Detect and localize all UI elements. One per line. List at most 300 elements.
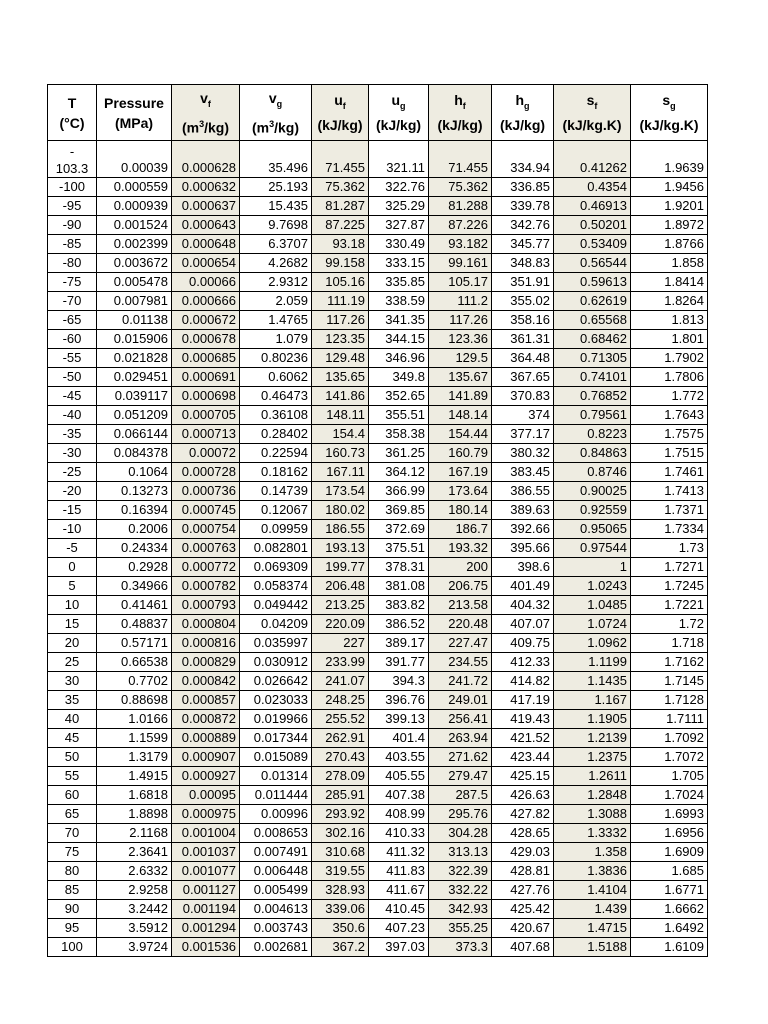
table-cell: 1.6956 (631, 824, 708, 843)
table-cell: 0.001524 (97, 216, 172, 235)
table-cell: 0.000713 (172, 425, 240, 444)
table-cell: 386.55 (492, 482, 554, 501)
table-cell: 233.99 (312, 653, 369, 672)
table-cell: 1.7271 (631, 558, 708, 577)
table-cell: 0.002399 (97, 235, 172, 254)
table-cell: 0.019966 (240, 710, 312, 729)
table-cell: 1.9201 (631, 197, 708, 216)
table-cell: 0.011444 (240, 786, 312, 805)
table-cell: 1.7145 (631, 672, 708, 691)
table-cell: 50 (48, 748, 97, 767)
table-row (48, 615, 708, 634)
table-row (48, 292, 708, 311)
table-cell: 0.000632 (172, 178, 240, 197)
column-header (97, 85, 172, 141)
table-cell: 0.039117 (97, 387, 172, 406)
column-header-unit: $(m^3/kg)$ (251, 118, 300, 136)
table-cell: 117.26 (429, 311, 492, 330)
table-cell: 45 (48, 729, 97, 748)
table-cell: 0.021828 (97, 349, 172, 368)
table-cell: 407.23 (369, 919, 429, 938)
table-row (48, 767, 708, 786)
table-cell: 0.007981 (97, 292, 172, 311)
table-cell: 2.6332 (97, 862, 172, 881)
table-body (48, 141, 708, 957)
column-header-unit: $(m^3/kg)$ (181, 118, 230, 136)
table-cell: 10 (48, 596, 97, 615)
table-cell: 199.77 (312, 558, 369, 577)
table-cell: 0.000829 (172, 653, 240, 672)
table-cell: 0.002681 (240, 938, 312, 957)
table-cell: 20 (48, 634, 97, 653)
table-cell: 35.496 (240, 141, 312, 178)
table-cell: 0.015089 (240, 748, 312, 767)
column-header-symbol: $v_g$ (268, 89, 283, 109)
table-cell: 355.25 (429, 919, 492, 938)
table-cell: 0.000816 (172, 634, 240, 653)
table-cell: 348.83 (492, 254, 554, 273)
table-cell: 0.001004 (172, 824, 240, 843)
table-cell: 351.91 (492, 273, 554, 292)
table-cell: 0.001294 (172, 919, 240, 938)
table-cell: 1.9639 (631, 141, 708, 178)
table-cell: 423.44 (492, 748, 554, 767)
table-cell: 341.35 (369, 311, 429, 330)
table-cell: 350.6 (312, 919, 369, 938)
table-cell: 1.079 (240, 330, 312, 349)
table-cell: 173.54 (312, 482, 369, 501)
table-cell: 0.95065 (554, 520, 631, 539)
table-cell: -10 (48, 520, 97, 539)
table-cell: 0.01138 (97, 311, 172, 330)
table-cell: 427.82 (492, 805, 554, 824)
table-cell: 0.000672 (172, 311, 240, 330)
column-header-symbol: $u_g$ (391, 91, 406, 111)
table-cell: 0.65568 (554, 311, 631, 330)
table-cell: 370.83 (492, 387, 554, 406)
table-cell: 0.13273 (97, 482, 172, 501)
column-header (429, 85, 492, 141)
table-cell: 256.41 (429, 710, 492, 729)
table-cell: 304.28 (429, 824, 492, 843)
table-cell: 213.58 (429, 596, 492, 615)
table-cell: 322.76 (369, 178, 429, 197)
table-cell: 0.18162 (240, 463, 312, 482)
table-cell: 419.43 (492, 710, 554, 729)
table-cell: 4.2682 (240, 254, 312, 273)
table-cell: 0.48837 (97, 615, 172, 634)
table-row (48, 368, 708, 387)
table-cell: 375.51 (369, 539, 429, 558)
table-cell: 0.001037 (172, 843, 240, 862)
column-header-symbol: $v_f$ (200, 89, 211, 109)
table-cell: 1.4915 (97, 767, 172, 786)
table-cell: 0.003672 (97, 254, 172, 273)
table-row (48, 862, 708, 881)
table-cell: 361.25 (369, 444, 429, 463)
table-cell: 0.01314 (240, 767, 312, 786)
table-cell: 0.001077 (172, 862, 240, 881)
table-cell: 0.90025 (554, 482, 631, 501)
table-cell: 1.4715 (554, 919, 631, 938)
table-cell: 0.000763 (172, 539, 240, 558)
table-cell: 0.28402 (240, 425, 312, 444)
table-cell: 410.45 (369, 900, 429, 919)
table-cell: 321.11 (369, 141, 429, 178)
table-row (48, 387, 708, 406)
table-cell: 1.2611 (554, 767, 631, 786)
table-cell: 407.38 (369, 786, 429, 805)
table-cell: 401.4 (369, 729, 429, 748)
table-cell: 1.358 (554, 843, 631, 862)
table-cell: 160.79 (429, 444, 492, 463)
table-cell: 0.53409 (554, 235, 631, 254)
table-cell: 1.6993 (631, 805, 708, 824)
table-cell: 0.000705 (172, 406, 240, 425)
table-cell: 1.1199 (554, 653, 631, 672)
table-cell: 193.32 (429, 539, 492, 558)
column-header (172, 85, 240, 141)
table-cell: 2.9258 (97, 881, 172, 900)
table-cell: 0.008653 (240, 824, 312, 843)
table-cell: 1.1599 (97, 729, 172, 748)
table-cell: 319.55 (312, 862, 369, 881)
table-cell: 154.44 (429, 425, 492, 444)
column-header-unit: (kJ/kg.K) (562, 117, 622, 134)
table-cell: 0.80236 (240, 349, 312, 368)
table-cell: -90 (48, 216, 97, 235)
table-row (48, 748, 708, 767)
table-cell: 241.72 (429, 672, 492, 691)
column-header (48, 85, 97, 141)
table-cell: 0.8746 (554, 463, 631, 482)
table-cell: 0.000637 (172, 197, 240, 216)
table-cell: 99.158 (312, 254, 369, 273)
table-cell: 361.31 (492, 330, 554, 349)
table-cell: 1.6662 (631, 900, 708, 919)
table-cell: - 103.3 (48, 141, 97, 178)
table-cell: 0.8223 (554, 425, 631, 444)
table-cell: -30 (48, 444, 97, 463)
table-cell: 407.68 (492, 938, 554, 957)
table-row (48, 539, 708, 558)
table-cell: 1.801 (631, 330, 708, 349)
table-row (48, 634, 708, 653)
table-cell: -100 (48, 178, 97, 197)
table-cell: 369.85 (369, 501, 429, 520)
table-cell: 227.47 (429, 634, 492, 653)
table-cell: 330.49 (369, 235, 429, 254)
table-cell: 1.0962 (554, 634, 631, 653)
table-cell: 1.8264 (631, 292, 708, 311)
table-cell: 0.006448 (240, 862, 312, 881)
table-cell: 87.225 (312, 216, 369, 235)
column-header-symbol: $s_f$ (586, 91, 598, 111)
table-cell: 1.0724 (554, 615, 631, 634)
table-cell: 0.74101 (554, 368, 631, 387)
table-cell: 263.94 (429, 729, 492, 748)
table-cell: 0.017344 (240, 729, 312, 748)
table-cell: 15.435 (240, 197, 312, 216)
table-cell: 135.67 (429, 368, 492, 387)
table-cell: 339.06 (312, 900, 369, 919)
table-cell: 123.36 (429, 330, 492, 349)
table-cell: 1.7111 (631, 710, 708, 729)
table-cell: 0.000907 (172, 748, 240, 767)
table-cell: 1.7515 (631, 444, 708, 463)
table-cell: -15 (48, 501, 97, 520)
table-cell: 425.15 (492, 767, 554, 786)
table-cell: 40 (48, 710, 97, 729)
table-cell: 167.11 (312, 463, 369, 482)
table-cell: 411.32 (369, 843, 429, 862)
table-cell: 99.161 (429, 254, 492, 273)
table-cell: 1 (554, 558, 631, 577)
table-cell: -25 (48, 463, 97, 482)
table-cell: 425.42 (492, 900, 554, 919)
table-cell: 325.29 (369, 197, 429, 216)
table-cell: 2.9312 (240, 273, 312, 292)
table-cell: 0.76852 (554, 387, 631, 406)
table-cell: 2.1168 (97, 824, 172, 843)
column-header (240, 85, 312, 141)
table-cell: 409.75 (492, 634, 554, 653)
table-cell: 213.25 (312, 596, 369, 615)
table-cell: 0.00095 (172, 786, 240, 805)
table-cell: 377.17 (492, 425, 554, 444)
table-row (48, 311, 708, 330)
table-cell: 141.89 (429, 387, 492, 406)
table-cell: 0.000889 (172, 729, 240, 748)
table-cell: -80 (48, 254, 97, 273)
column-header-unit: (kJ/kg.K) (639, 117, 699, 134)
table-row (48, 558, 708, 577)
table-cell: 1.8898 (97, 805, 172, 824)
table-cell: 0.79561 (554, 406, 631, 425)
table-cell: 383.82 (369, 596, 429, 615)
table-cell: 346.96 (369, 349, 429, 368)
table-cell: 0.000927 (172, 767, 240, 786)
table-cell: 0.84863 (554, 444, 631, 463)
table-cell: 0.50201 (554, 216, 631, 235)
column-header-symbol: $s_g$ (662, 91, 676, 111)
table-cell: 100 (48, 938, 97, 957)
table-cell: 1.6492 (631, 919, 708, 938)
table-cell: 392.66 (492, 520, 554, 539)
table-cell: 180.02 (312, 501, 369, 520)
table-cell: 355.51 (369, 406, 429, 425)
table-cell: 389.63 (492, 501, 554, 520)
table-cell: 287.5 (429, 786, 492, 805)
table-cell: 0.005478 (97, 273, 172, 292)
table-row (48, 672, 708, 691)
column-header (554, 85, 631, 141)
table-cell: 394.3 (369, 672, 429, 691)
table-cell: 0.24334 (97, 539, 172, 558)
table-cell: 1.73 (631, 539, 708, 558)
table-cell: 1.5188 (554, 938, 631, 957)
table-cell: 429.03 (492, 843, 554, 862)
table-cell: 0.001127 (172, 881, 240, 900)
table-cell: 0.000745 (172, 501, 240, 520)
table-header (48, 85, 708, 141)
table-cell: 1.1435 (554, 672, 631, 691)
table-cell: 93.182 (429, 235, 492, 254)
table-cell: 249.01 (429, 691, 492, 710)
table-cell: 327.87 (369, 216, 429, 235)
table-cell: 398.6 (492, 558, 554, 577)
table-cell: 293.92 (312, 805, 369, 824)
table-cell: 87.226 (429, 216, 492, 235)
column-header (492, 85, 554, 141)
table-cell: 328.93 (312, 881, 369, 900)
table-cell: 234.55 (429, 653, 492, 672)
table-cell: 167.19 (429, 463, 492, 482)
table-cell: 0.000728 (172, 463, 240, 482)
table-cell: 1.0243 (554, 577, 631, 596)
table-cell: 0.000643 (172, 216, 240, 235)
table-cell: 0.000666 (172, 292, 240, 311)
table-cell: 0.000648 (172, 235, 240, 254)
column-header-symbol: $u_f$ (334, 91, 346, 111)
table-cell: 310.68 (312, 843, 369, 862)
table-cell: 90 (48, 900, 97, 919)
table-cell: 3.9724 (97, 938, 172, 957)
column-header-unit: (kJ/kg) (375, 117, 422, 134)
table-row (48, 406, 708, 425)
table-cell: 105.16 (312, 273, 369, 292)
table-cell: 386.52 (369, 615, 429, 634)
table-cell: 0.000698 (172, 387, 240, 406)
table-row (48, 254, 708, 273)
table-cell: 410.33 (369, 824, 429, 843)
table-cell: 1.7245 (631, 577, 708, 596)
column-header (312, 85, 369, 141)
table-cell: 0.015906 (97, 330, 172, 349)
table-cell: 334.94 (492, 141, 554, 178)
table-cell: 367.65 (492, 368, 554, 387)
table-cell: 0.68462 (554, 330, 631, 349)
table-cell: 421.52 (492, 729, 554, 748)
table-cell: 0.46473 (240, 387, 312, 406)
table-cell: 412.33 (492, 653, 554, 672)
table-cell: 0.000559 (97, 178, 172, 197)
table-cell: 35 (48, 691, 97, 710)
table-cell: 1.7461 (631, 463, 708, 482)
table-cell: 372.69 (369, 520, 429, 539)
property-table-container (47, 84, 708, 957)
table-cell: 332.22 (429, 881, 492, 900)
table-cell: 1.439 (554, 900, 631, 919)
table-cell: 71.455 (429, 141, 492, 178)
table-cell: 1.705 (631, 767, 708, 786)
table-cell: 0.16394 (97, 501, 172, 520)
table-cell: 1.2375 (554, 748, 631, 767)
table-cell: 0.066144 (97, 425, 172, 444)
table-cell: 0.000872 (172, 710, 240, 729)
column-header-symbol: $h_g$ (515, 91, 530, 111)
table-cell: 1.8766 (631, 235, 708, 254)
table-cell: 336.85 (492, 178, 554, 197)
table-cell: 322.39 (429, 862, 492, 881)
table-cell: 420.67 (492, 919, 554, 938)
table-cell: 344.15 (369, 330, 429, 349)
table-cell: 295.76 (429, 805, 492, 824)
table-cell: 1.685 (631, 862, 708, 881)
table-cell: 1.7413 (631, 482, 708, 501)
table-cell: 396.76 (369, 691, 429, 710)
table-cell: 0.56544 (554, 254, 631, 273)
table-cell: 278.09 (312, 767, 369, 786)
table-cell: 0.000793 (172, 596, 240, 615)
table-cell: -70 (48, 292, 97, 311)
table-row (48, 881, 708, 900)
table-cell: 0.04209 (240, 615, 312, 634)
table-cell: 0.14739 (240, 482, 312, 501)
table-cell: 1.4104 (554, 881, 631, 900)
table-cell: 173.64 (429, 482, 492, 501)
table-cell: 1.7221 (631, 596, 708, 615)
table-cell: -50 (48, 368, 97, 387)
table-cell: 338.59 (369, 292, 429, 311)
table-cell: 0.46913 (554, 197, 631, 216)
table-cell: 1.7902 (631, 349, 708, 368)
table-cell: 1.8414 (631, 273, 708, 292)
table-row (48, 653, 708, 672)
table-cell: 427.76 (492, 881, 554, 900)
table-cell: 1.7092 (631, 729, 708, 748)
table-cell: 141.86 (312, 387, 369, 406)
table-cell: 367.2 (312, 938, 369, 957)
table-row (48, 444, 708, 463)
table-cell: 248.25 (312, 691, 369, 710)
table-cell: 15 (48, 615, 97, 634)
table-cell: -20 (48, 482, 97, 501)
table-cell: 0 (48, 558, 97, 577)
table-cell: -35 (48, 425, 97, 444)
table-cell: 366.99 (369, 482, 429, 501)
table-cell: -5 (48, 539, 97, 558)
table-cell: 0.000685 (172, 349, 240, 368)
table-cell: 0.59613 (554, 273, 631, 292)
table-cell: 395.66 (492, 539, 554, 558)
table-cell: 85 (48, 881, 97, 900)
column-header (369, 85, 429, 141)
table-cell: 364.48 (492, 349, 554, 368)
table-cell: 0.2006 (97, 520, 172, 539)
table-cell: 0.00039 (97, 141, 172, 178)
table-cell: 0.88698 (97, 691, 172, 710)
table-cell: 105.17 (429, 273, 492, 292)
table-cell: 0.57171 (97, 634, 172, 653)
table-cell: 0.66538 (97, 653, 172, 672)
column-header-unit: (kJ/kg) (437, 117, 483, 134)
table-cell: 358.38 (369, 425, 429, 444)
table-cell: 0.12067 (240, 501, 312, 520)
table-row (48, 710, 708, 729)
table-cell: 285.91 (312, 786, 369, 805)
table-cell: 193.13 (312, 539, 369, 558)
table-cell: 417.19 (492, 691, 554, 710)
table-row (48, 216, 708, 235)
table-cell: 358.16 (492, 311, 554, 330)
table-cell: 1.3179 (97, 748, 172, 767)
table-cell: 383.45 (492, 463, 554, 482)
table-cell: 1.6818 (97, 786, 172, 805)
table-cell: -85 (48, 235, 97, 254)
table-cell: -65 (48, 311, 97, 330)
table-cell: 60 (48, 786, 97, 805)
